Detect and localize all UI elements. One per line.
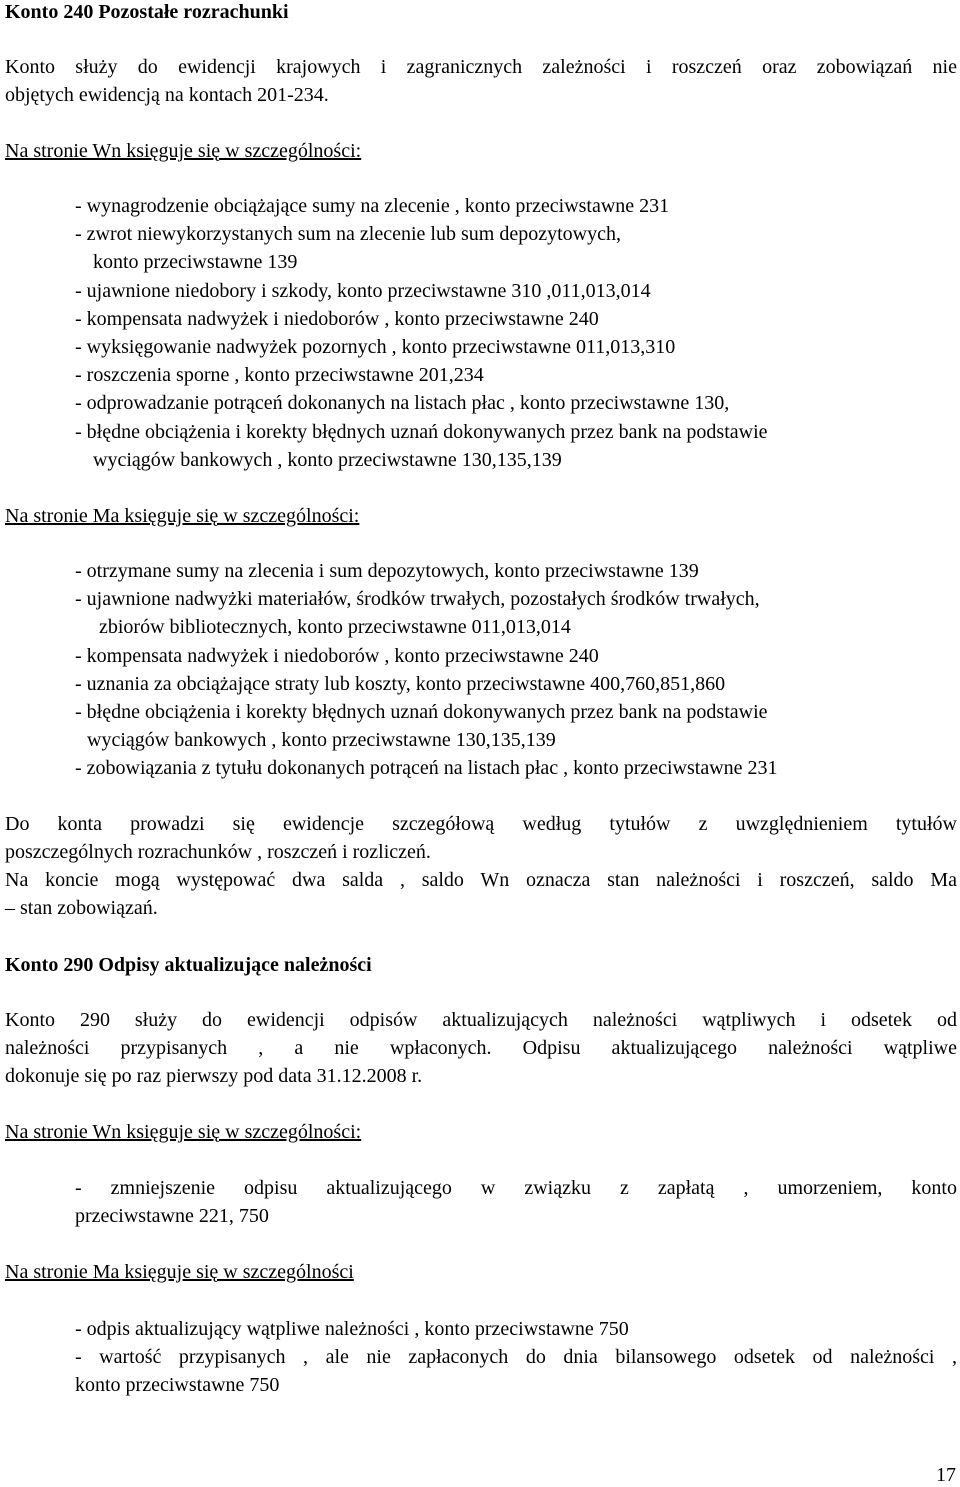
list-item: - kompensata nadwyżek i niedoborów , konto przeciwstawne 240 <box>75 307 599 330</box>
page-number: 17 <box>936 1464 956 1486</box>
paragraph-line: – stan zobowiązań. <box>5 897 158 919</box>
konto-290-ma-items <box>75 1315 957 1399</box>
list-item: - zobowiązania z tytułu dokonanych potrąceń na listach płac , konto przeciwstawne 231 <box>75 757 778 780</box>
list-item: zbiorów bibliotecznych, konto przeciwstawne 011,013,014 <box>99 616 571 639</box>
konto-290-intro <box>5 1006 957 1090</box>
paragraph-line: Do konta prowadzi się ewidencje szczegółową według tytułów z uwzględnieniem tytułów <box>5 813 957 835</box>
list-item: - roszczenia sporne , konto przeciwstawne 201,234 <box>75 364 484 387</box>
closing-paragraph-2 <box>5 866 957 922</box>
konto-290-ma-heading: Na stronie Ma księguje się w szczególności <box>5 1261 354 1283</box>
list-item: - odpis aktualizujący wątpliwe należności , konto przeciwstawne 750 <box>75 1318 629 1340</box>
list-item: - zwrot niewykorzystanych sum na zlecenie lub sum depozytowych, <box>75 223 621 246</box>
list-item-line: konto przeciwstawne 750 <box>75 1374 280 1396</box>
list-item-line: - zmniejszenie odpisu aktualizującego w związku z zapłatą , umorzeniem, konto <box>75 1177 957 1199</box>
wn-heading: Na stronie Wn księguje się w szczególności: <box>5 140 362 162</box>
konto-240-intro <box>5 53 957 109</box>
intro-line: Konto 290 służy do ewidencji odpisów aktualizujących należności wątpliwych i odsetek od <box>5 1009 957 1031</box>
list-item: konto przeciwstawne 139 <box>93 251 298 274</box>
intro-line: objętych ewidencją na kontach 201-234. <box>5 84 329 106</box>
konto-290-wn-heading: Na stronie Wn księguje się w szczególności: <box>5 1121 362 1143</box>
list-item: - odprowadzanie potrąceń dokonanych na listach płac , konto przeciwstawne 130, <box>75 392 730 415</box>
list-item: wyciągów bankowych , konto przeciwstawne 130,135,139 <box>93 448 562 471</box>
list-item: - błędne obciążenia i korekty błędnych uznań dokonywanych przez bank na podstawie <box>75 420 768 443</box>
list-item: - błędne obciążenia i korekty błędnych uznań dokonywanych przez bank na podstawie <box>75 701 768 724</box>
ma-items-list <box>75 557 957 783</box>
list-item: - wyksięgowanie nadwyżek pozornych , konto przeciwstawne 011,013,310 <box>75 336 676 359</box>
list-item: - otrzymane sumy na zlecenia i sum depozytowych, konto przeciwstawne 139 <box>75 560 699 582</box>
konto-290-wn-item <box>75 1174 957 1230</box>
paragraph-line: Na koncie mogą występować dwa salda , saldo Wn oznacza stan należności i roszczeń, saldo Ma <box>5 869 957 891</box>
list-item: wyciągów bankowych , konto przeciwstawne 130,135,139 <box>87 729 556 752</box>
list-item: - ujawnione nadwyżki materiałów, środków trwałych, pozostałych środków trwałych, <box>75 588 760 611</box>
konto-240-title: Konto 240 Pozostałe rozrachunki <box>5 1 289 23</box>
konto-290-title: Konto 290 Odpisy aktualizujące należności <box>5 954 372 976</box>
ma-heading: Na stronie Ma księguje się w szczególności: <box>5 505 360 527</box>
wn-items-list <box>75 192 957 474</box>
list-item: - uznania za obciążające straty lub koszty, konto przeciwstawne 400,760,851,860 <box>75 672 726 695</box>
closing-paragraph-1 <box>5 810 957 866</box>
list-item: - wynagrodzenie obciążające sumy na zlecenie , konto przeciwstawne 231 <box>75 195 670 217</box>
list-item: - kompensata nadwyżek i niedoborów , konto przeciwstawne 240 <box>75 644 599 667</box>
intro-line: Konto służy do ewidencji krajowych i zagranicznych zależności i roszczeń oraz zobowiązań nie <box>5 56 957 78</box>
paragraph-line: poszczególnych rozrachunków , roszczeń i rozliczeń. <box>5 841 431 863</box>
list-item-line: przeciwstawne 221, 750 <box>75 1205 269 1227</box>
list-item-line: - wartość przypisanych , ale nie zapłaconych do dnia bilansowego odsetek od należności , <box>75 1346 957 1368</box>
intro-line: należności przypisanych , a nie wpłaconych. Odpisu aktualizującego należności wątpliwe <box>5 1037 957 1059</box>
list-item: - ujawnione niedobory i szkody, konto przeciwstawne 310 ,011,013,014 <box>75 279 651 302</box>
intro-line: dokonuje się po raz pierwszy pod data 31.12.2008 r. <box>5 1065 423 1087</box>
